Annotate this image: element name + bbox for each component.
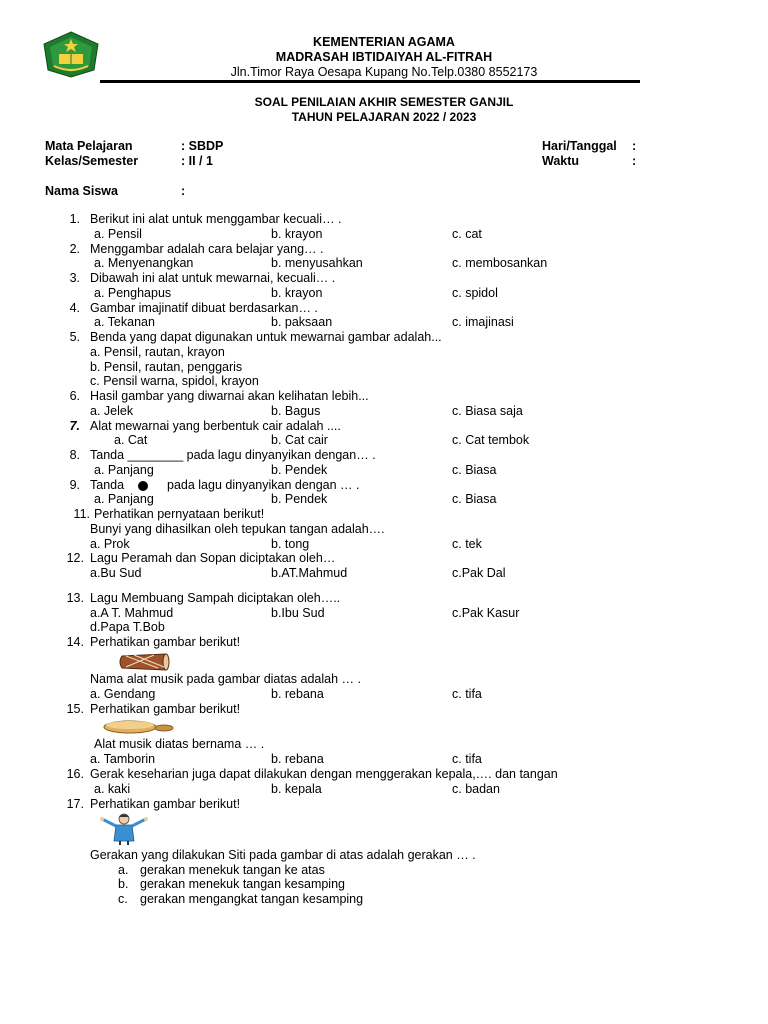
option-c-marker: c.	[118, 892, 128, 906]
question-text: Perhatikan gambar berikut!	[90, 635, 241, 649]
option-c: c. tifa	[452, 752, 482, 766]
document-header	[0, 30, 768, 82]
question-number: 5.	[69, 330, 80, 344]
option-c: c. badan	[452, 782, 500, 796]
option-b: b. rebana	[271, 752, 324, 766]
question-number: 8.	[69, 448, 80, 462]
question-number: 14.	[66, 635, 84, 649]
option-a: a.A T. Mahmud	[90, 606, 174, 620]
option-b: b. rebana	[271, 687, 324, 701]
mapel-value: : SBDP	[181, 139, 224, 153]
question-text: Gerak keseharian juga dapat dilakukan dengan menggerakan kepala,…. dan tangan	[90, 767, 558, 781]
option-b: b.AT.Mahmud	[271, 566, 348, 580]
academic-year: TAHUN PELAJARAN 2022 / 2023	[291, 110, 477, 124]
question-text: Perhatikan gambar berikut!	[90, 797, 241, 811]
option-b: b. krayon	[271, 286, 323, 300]
question-text: Perhatikan gambar berikut!	[90, 702, 241, 716]
option-b: b. Cat cair	[271, 433, 328, 447]
question-number: 12.	[66, 551, 84, 565]
hari-label: Hari/Tanggal	[542, 139, 617, 153]
school-name: MADRASAH IBTIDAIYAH AL-FITRAH	[275, 50, 493, 64]
option-c: c. tifa	[452, 687, 482, 701]
question-text-2: Nama alat musik pada gambar diatas adalah … .	[90, 672, 361, 686]
option-a: a. Tamborin	[90, 752, 156, 766]
waktu-value: :	[632, 154, 637, 168]
mapel-label: Mata Pelajaran	[45, 139, 133, 153]
child-exercise-picture	[98, 813, 150, 845]
question-number: 17.	[66, 797, 84, 811]
option-d: d.Papa T.Bob	[90, 620, 165, 634]
question-text: Lagu Peramah dan Sopan diciptakan oleh…	[90, 551, 336, 565]
question-text: Dibawah ini alat untuk mewarnai, kecuali… .	[90, 271, 336, 285]
nama-label: Nama Siswa	[45, 184, 118, 198]
question-number: 15.	[66, 702, 84, 716]
question-text-prefix: Tanda	[90, 478, 125, 492]
question-number: 13.	[66, 591, 84, 605]
option-b: b. Pendek	[271, 492, 328, 506]
question-number: 3.	[69, 271, 80, 285]
option-a: a. Tekanan	[94, 315, 155, 329]
school-address: Jln.Timor Raya Oesapa Kupang No.Telp.0380 8552173	[230, 65, 538, 79]
question-text: Alat mewarnai yang berbentuk cair adalah ....	[90, 419, 341, 433]
option-a: a. Panjang	[94, 463, 154, 477]
option-b: b.Ibu Sud	[271, 606, 325, 620]
option-a: a. Cat	[114, 433, 148, 447]
question-text: Menggambar adalah cara belajar yang… .	[90, 242, 324, 256]
option-c: c. cat	[452, 227, 482, 241]
option-b: b. krayon	[271, 227, 323, 241]
option-c: c. imajinasi	[452, 315, 514, 329]
question-number: 9.	[69, 478, 80, 492]
question-number: 7.	[69, 419, 80, 433]
question-text: Gambar imajinatif dibuat berdasarkan… .	[90, 301, 318, 315]
kelas-value: : II / 1	[181, 154, 213, 168]
question-text: Benda yang dapat digunakan untuk mewarnai gambar adalah...	[90, 330, 442, 344]
header-divider	[100, 80, 640, 83]
question-text: Berikut ini alat untuk menggambar kecuali… .	[90, 212, 342, 226]
option-a: a. Menyenangkan	[94, 256, 194, 270]
question-number: 2.	[69, 242, 80, 256]
option-a: a. Prok	[90, 537, 130, 551]
option-c: c. tek	[452, 537, 482, 551]
option-a: a. Penghapus	[94, 286, 172, 300]
option-a: a. Gendang	[90, 687, 156, 701]
option-c: c.Pak Dal	[452, 566, 506, 580]
option-b: b. Bagus	[271, 404, 321, 418]
exam-title: SOAL PENILAIAN AKHIR SEMESTER GANJIL	[254, 95, 514, 109]
option-b: b. menyusahkan	[271, 256, 363, 270]
option-a: a. Pensil, rautan, krayon	[90, 345, 225, 359]
option-a: a. Panjang	[94, 492, 154, 506]
drum-picture	[118, 652, 170, 672]
option-c: c. Cat tembok	[452, 433, 530, 447]
option-c: c.Pak Kasur	[452, 606, 520, 620]
question-text: Hasil gambar yang diwarnai akan kelihatan lebih...	[90, 389, 369, 403]
option-b: b. paksaan	[271, 315, 333, 329]
option-c: c. spidol	[452, 286, 498, 300]
question-number: 1.	[69, 212, 80, 226]
option-a: gerakan menekuk tangan ke atas	[140, 863, 325, 877]
option-a: a. Pensil	[94, 227, 142, 241]
option-b-marker: b.	[118, 877, 129, 891]
nama-value: :	[181, 184, 186, 198]
option-a: a. Jelek	[90, 404, 134, 418]
option-b: gerakan menekuk tangan kesamping	[140, 877, 345, 891]
question-text: Tanda ________ pada lagu dinyanyikan dengan… .	[90, 448, 376, 462]
question-text: Perhatikan pernyataan berikut!	[94, 507, 265, 521]
question-text-2: Alat musik diatas bernama … .	[94, 737, 265, 751]
option-c: c. Biasa saja	[452, 404, 523, 418]
option-b: b. tong	[271, 537, 310, 551]
option-a: a.Bu Sud	[90, 566, 142, 580]
option-c: c. Biasa	[452, 463, 497, 477]
kelas-label: Kelas/Semester	[45, 154, 139, 168]
question-text: Lagu Membuang Sampah diciptakan oleh…..	[90, 591, 341, 605]
question-text: pada lagu dinyanyikan dengan … .	[167, 478, 360, 492]
dot-symbol-icon	[138, 481, 148, 491]
ministry-name: KEMENTERIAN AGAMA	[313, 35, 455, 49]
question-number: 4.	[69, 301, 80, 315]
option-c: c. Biasa	[452, 492, 497, 506]
question-text-2: Bunyi yang dihasilkan oleh tepukan tangan adalah….	[90, 522, 385, 536]
question-number: 16.	[66, 767, 84, 781]
question-text-2: Gerakan yang dilakukan Siti pada gambar di atas adalah gerakan … .	[90, 848, 476, 862]
option-c: c. membosankan	[452, 256, 548, 270]
option-b: b. kepala	[271, 782, 322, 796]
question-number: 6.	[69, 389, 80, 403]
waktu-label: Waktu	[542, 154, 580, 168]
tambourine-picture	[102, 719, 174, 735]
option-a-marker: a.	[118, 863, 129, 877]
option-c: gerakan mengangkat tangan kesamping	[140, 892, 364, 906]
option-c: c. Pensil warna, spidol, krayon	[90, 374, 259, 388]
option-b: b. Pensil, rautan, penggaris	[90, 360, 243, 374]
option-a: a. kaki	[94, 782, 131, 796]
option-b: b. Pendek	[271, 463, 328, 477]
question-number: 11.	[73, 507, 90, 521]
hari-value: :	[632, 139, 637, 153]
